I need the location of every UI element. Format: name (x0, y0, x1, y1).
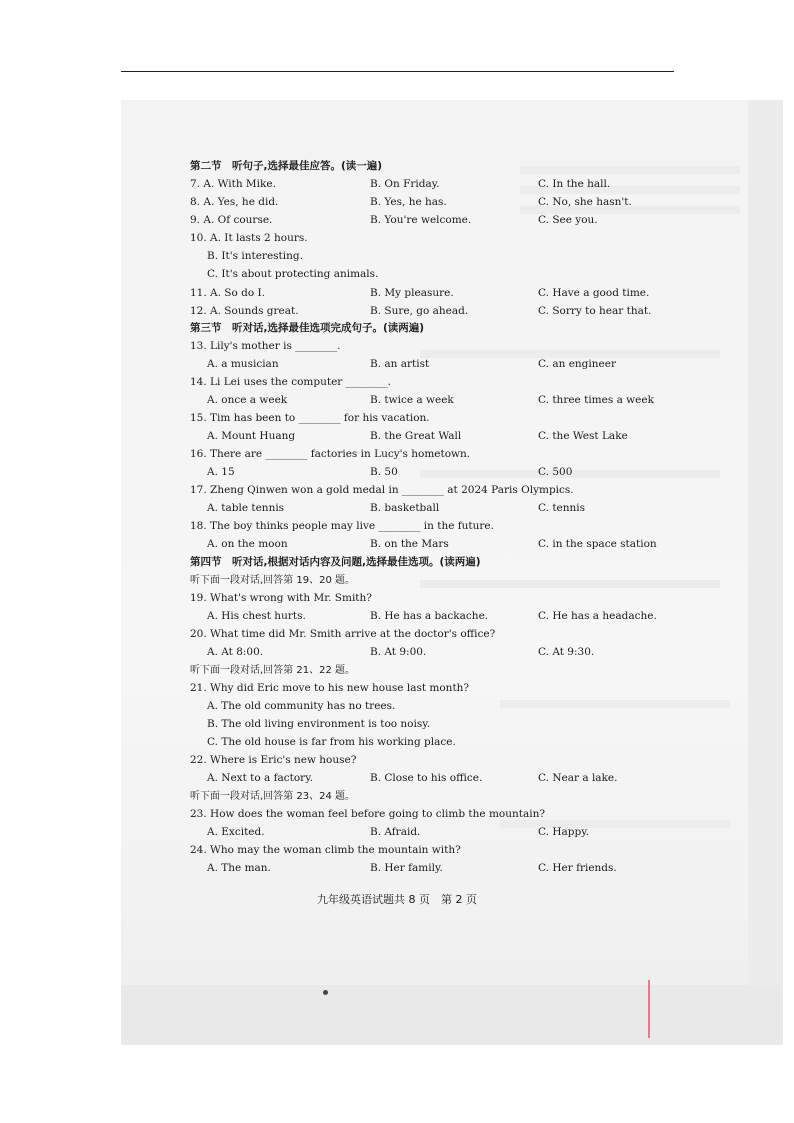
option-a: A. table tennis (207, 502, 285, 514)
option-b: B. Afraid. (370, 826, 421, 838)
option-a: 10. A. It lasts 2 hours. (190, 232, 308, 244)
option-c: C. See you. (538, 214, 598, 226)
option-a: 11. A. So do I. (190, 287, 266, 299)
option-b: B. twice a week (370, 394, 454, 406)
question-stem: 24. Who may the woman climb the mountain with? (190, 844, 461, 856)
option-b: B. Her family. (370, 862, 443, 874)
option-a: A. Mount Huang (207, 430, 296, 442)
section-heading: 第四节 听对话,根据对话内容及问题,选择最佳选项。(读两遍) (190, 556, 481, 568)
option-c: C. an engineer (538, 358, 616, 370)
option-b: B. The old living environment is too noisy. (207, 718, 431, 730)
option-c: C. 500 (538, 466, 573, 478)
option-c: C. three times a week (538, 394, 654, 406)
question-stem: 23. How does the woman feel before going to climb the mountain? (190, 808, 545, 820)
option-c: C. Near a lake. (538, 772, 618, 784)
option-b: B. basketball (370, 502, 440, 514)
option-c: C. Happy. (538, 826, 590, 838)
question-stem: 20. What time did Mr. Smith arrive at the doctor's office? (190, 628, 496, 640)
option-a: A. a musician (207, 358, 279, 370)
option-b: B. At 9:00. (370, 646, 427, 658)
option-c: C. Have a good time. (538, 287, 650, 299)
option-b: B. On Friday. (370, 178, 440, 190)
question-stem: 22. Where is Eric's new house? (190, 754, 357, 766)
option-a: A. Next to a factory. (207, 772, 314, 784)
option-b: B. Close to his office. (370, 772, 483, 784)
section-heading: 第三节 听对话,选择最佳选项完成句子。(读两遍) (190, 322, 425, 334)
option-a: A. Excited. (207, 826, 265, 838)
group-intro: 听下面一段对话,回答第 21、22 题。 (190, 665, 355, 676)
option-c: C. in the space station (538, 538, 657, 550)
question-stem: 17. Zheng Qinwen won a gold medal in ________ at 2024 Paris Olympics. (190, 484, 574, 496)
option-b: B. an artist (370, 358, 430, 370)
option-a: 12. A. Sounds great. (190, 305, 299, 317)
option-c: C. No, she hasn't. (538, 196, 632, 208)
option-c: C. It's about protecting animals. (207, 268, 379, 280)
red-margin-mark (648, 980, 650, 1038)
group-intro: 听下面一段对话,回答第 23、24 题。 (190, 791, 355, 802)
option-b: B. on the Mars (370, 538, 449, 550)
scan-bottom-shadow (121, 985, 783, 1045)
question-stem: 14. Li Lei uses the computer ________. (190, 376, 391, 388)
question-stem: 21. Why did Eric move to his new house last month? (190, 682, 470, 694)
option-a: A. on the moon (207, 538, 288, 550)
option-c: C. The old house is far from his working place. (207, 736, 456, 748)
option-a: A. The old community has no trees. (207, 700, 396, 712)
option-b: B. Yes, he has. (370, 196, 447, 208)
question-stem: 13. Lily's mother is ________. (190, 340, 341, 352)
option-b: B. It's interesting. (207, 250, 303, 262)
section-heading: 第二节 听句子,选择最佳应答。(读一遍) (190, 160, 383, 172)
option-a: A. The man. (207, 862, 271, 874)
option-c: C. In the hall. (538, 178, 611, 190)
option-a: A. His chest hurts. (207, 610, 306, 622)
option-c: C. tennis (538, 502, 586, 514)
option-c: C. He has a headache. (538, 610, 657, 622)
option-a: 7. A. With Mike. (190, 178, 276, 190)
option-b: B. the Great Wall (370, 430, 462, 442)
option-b: B. My pleasure. (370, 287, 454, 299)
option-c: C. Sorry to hear that. (538, 305, 652, 317)
option-c: C. Her friends. (538, 862, 617, 874)
option-b: B. 50 (370, 466, 398, 478)
question-stem: 16. There are ________ factories in Lucy's hometown. (190, 448, 471, 460)
question-stem: 15. Tim has been to ________ for his vacation. (190, 412, 430, 424)
option-c: C. the West Lake (538, 430, 628, 442)
option-a: 8. A. Yes, he did. (190, 196, 279, 208)
top-rule (121, 71, 674, 72)
option-a: A. once a week (207, 394, 288, 406)
question-stem: 18. The boy thinks people may live ________ in the future. (190, 520, 494, 532)
option-a: A. 15 (207, 466, 235, 478)
option-b: B. Sure, go ahead. (370, 305, 469, 317)
option-b: B. You're welcome. (370, 214, 472, 226)
option-c: C. At 9:30. (538, 646, 595, 658)
option-a: A. At 8:00. (207, 646, 264, 658)
group-intro: 听下面一段对话,回答第 19、20 题。 (190, 575, 355, 586)
option-b: B. He has a backache. (370, 610, 489, 622)
ink-speck (323, 990, 328, 995)
question-stem: 19. What's wrong with Mr. Smith? (190, 592, 372, 604)
page-footer: 九年级英语试题共 8 页 第 2 页 (317, 893, 477, 906)
option-a: 9. A. Of course. (190, 214, 273, 226)
